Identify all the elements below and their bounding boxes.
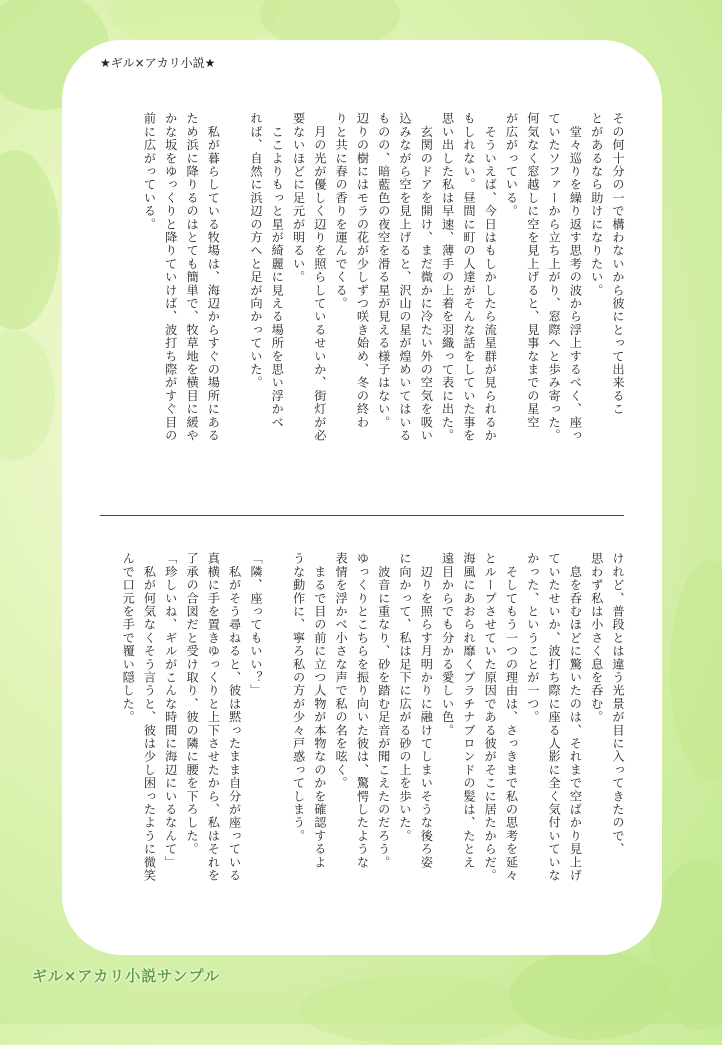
- text-column: うな動作に、寧ろ私の方が少々戸惑ってしまう。: [291, 552, 306, 843]
- text-column: もしれない。昼間に町の人達がそんな話をしていた事を: [461, 112, 476, 442]
- text-column: 堂々巡りを繰り返す思考の波から浮上するべく、座っ: [568, 112, 583, 442]
- text-column: 込みながら空を見上げると、沢山の星が煌めいてはいる: [398, 112, 413, 442]
- text-column: とループさせていた原因である彼がそこに居たからだ。: [483, 552, 498, 882]
- text-column: ため浜に降りるのはとても簡単で、牧草地を横目に緩や: [185, 112, 200, 442]
- text-column: 私が何気なくそう言うと、彼は少し困ったように微笑: [142, 552, 157, 882]
- text-column: 辺りを照らす月明かりに融けてしまいそうな後ろ姿: [419, 552, 434, 869]
- text-column: 私が暮らしている牧場は、海辺からすぐの場所にある: [206, 112, 221, 442]
- text-column: ていたソファーから立ち上がり、窓際へと歩み寄った。: [547, 112, 562, 442]
- clover-decoration: [0, 150, 60, 330]
- text-column: そしてもう一つの理由は、さっきまで私の思考を延々: [504, 552, 519, 882]
- text-column: 海風にあおられ靡くプラチナブロンドの髪は、たとえ: [461, 552, 476, 869]
- text-column: んで口元を手で覆い隠した。: [121, 552, 136, 724]
- text-column: ここよりもっと星が綺麗に見える場所を思い浮かべ: [270, 112, 285, 429]
- text-column: 私がそう尋ねると、彼は黙ったまま自分が座っている: [227, 552, 242, 882]
- text-column: かった、ということが一つ。: [525, 552, 540, 724]
- text-column: 月の光が優しく辺りを照らしているせいか、街灯が必: [312, 112, 327, 442]
- text-column: 了承の合図だと受け取り、彼の隣に腰を下ろした。: [185, 552, 200, 856]
- text-column: [223, 112, 244, 510]
- text-column: 思わず私は小さく息を呑む。: [589, 552, 604, 724]
- text-column: ものの、暗藍色の夜空を滑る星が見える様子はない。: [376, 112, 391, 429]
- text-column: 「珍しいね、ギルがこんな時間に海辺にいるなんて」: [163, 552, 178, 869]
- text-column: 「隣、座ってもいい？」: [248, 552, 263, 698]
- text-column: けれど、普段とは違う光景が目に入ってきたので、: [611, 552, 625, 856]
- text-column: 真横に手を置きゆっくりと上下させたから、私はそれを: [206, 552, 221, 882]
- text-column: その何十分の一で構わないから彼にとって出来るこ: [611, 112, 625, 416]
- text-column: 遠目からでも分かる愛しい色。: [440, 552, 455, 737]
- clover-decoration: [510, 950, 670, 1040]
- text-column: 辺りの樹にはモラの花が少しずつ咲き始め、冬の終わ: [355, 112, 370, 429]
- text-column: りと共に春の香りを運んでくる。: [334, 112, 349, 310]
- text-column: 前に広がっている。: [142, 112, 157, 231]
- text-column: [266, 552, 287, 950]
- text-column: そういえば、今日はもしかしたら流星群が見られるか: [483, 112, 498, 442]
- story-text-top: [100, 112, 628, 510]
- text-column: 波音に重なり、砂を踏む足音が聞こえたのだろう。: [376, 552, 391, 869]
- page-title: ★ギル×アカリ小説★: [100, 56, 216, 70]
- text-column: に向かって、私は足下に広がる砂の上を歩いた。: [398, 552, 413, 843]
- footer-caption: ギル×アカリ小説サンプル: [32, 967, 220, 985]
- clover-decoration: [670, 560, 722, 780]
- text-column: 何気なく窓越しに空を見上げると、見事なまでの星空: [525, 112, 540, 429]
- text-column: ていたせいか、波打ち際に座る人影に全く気付いていな: [547, 552, 562, 882]
- clover-decoration: [300, 975, 530, 1045]
- story-text-bottom: [100, 552, 628, 950]
- text-column: ゆっくりとこちらを振り向いた彼は、驚愕したような: [355, 552, 370, 869]
- section-divider: [100, 515, 624, 516]
- clover-decoration: [0, 330, 55, 460]
- text-column: 表情を浮かべ小さな声で私の名を呟く。: [334, 552, 349, 790]
- text-column: とがあるなら助けになりたい。: [589, 112, 604, 297]
- text-column: 思い出した私は早速、薄手の上着を羽織って表に出た。: [440, 112, 455, 442]
- text-column: かな坂をゆっくりと降りていけば、波打ち際がすぐ目の: [163, 112, 178, 442]
- text-column: 要ないほどに足元が明るい。: [291, 112, 306, 284]
- text-column: まるで目の前に立つ人物が本物なのかを確認するよ: [312, 552, 327, 869]
- text-column: が広がっている。: [504, 112, 519, 218]
- text-column: 息を呑むほどに驚いたのは、それまで空ばかり見上げ: [568, 552, 583, 882]
- text-column: れば、自然に浜辺の方へと足が向かっていた。: [248, 112, 263, 390]
- text-column: 玄関のドアを開け、まだ微かに冷たい外の空気を吸い: [419, 112, 434, 442]
